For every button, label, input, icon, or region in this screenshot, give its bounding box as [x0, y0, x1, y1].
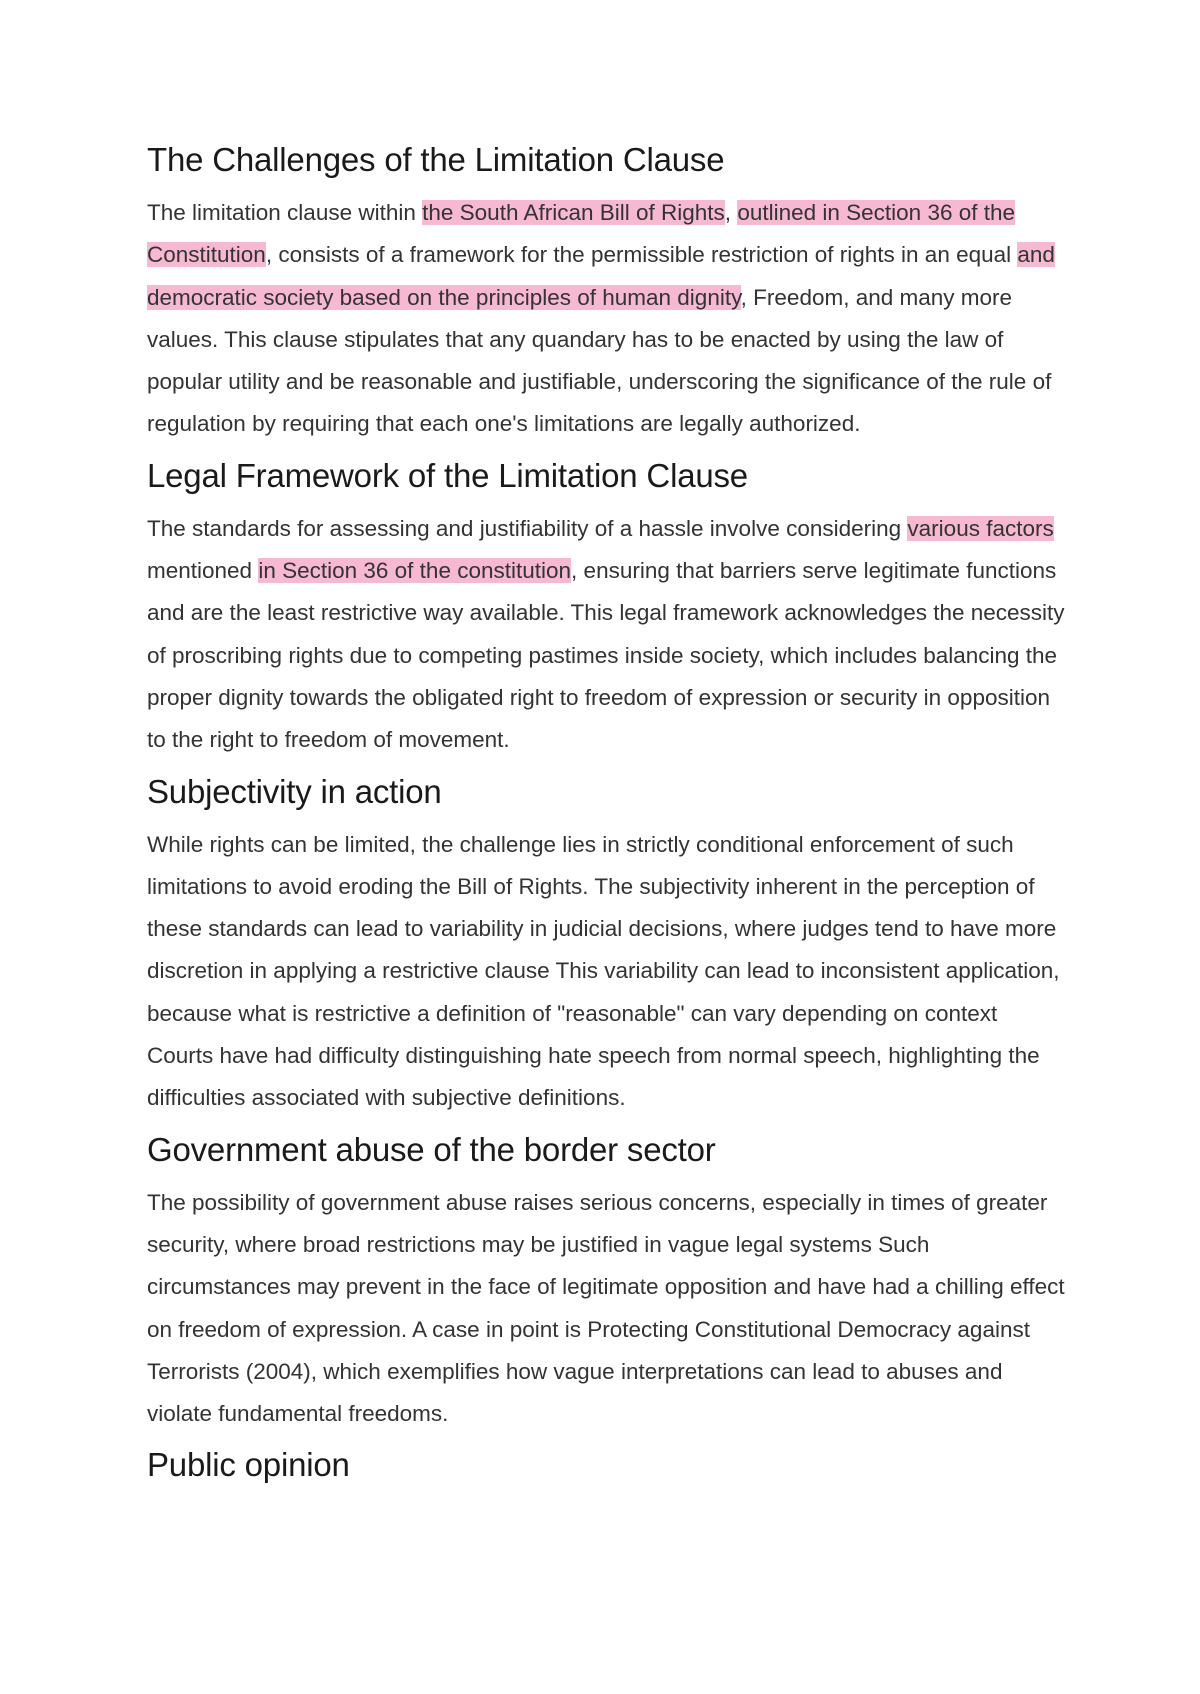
section-subjectivity	[147, 772, 1067, 1120]
section-heading: The Challenges of the Limitation Clause	[147, 141, 725, 178]
section-heading: Legal Framework of the Limitation Clause	[147, 456, 748, 494]
paragraph-text: While rights can be limited, the challenge lies in strictly conditional enforcement of such limitations to avoid eroding the Bill of Rights. The subjectivity inherent in the perception of these standards can lead to variability in judicial decisions, where judges tend to have more discretion in applying a restrictive clause This variability can lead to inconsistent application, because what is restrictive a definition of "reasonable" can vary depending on context Courts have had difficulty distinguishing hate speech from normal speech, highlighting the difficulties associated with subjective definitions.	[147, 831, 1060, 1111]
paragraph-text: The limitation clause within	[147, 200, 423, 225]
paragraph-text: , ensuring that barriers serve legitimate functions and are the least restrictive way available. This legal framework acknowledges the necessity of proscribing rights due to competing pastimes inside society, which includes balancing the proper dignity towards the obligated right to freedom of expression or security in opposition to the right to freedom of movement.	[147, 558, 1065, 753]
section-limitation-clause-challenges	[147, 140, 1067, 446]
section-heading: Subjectivity in action	[147, 772, 442, 810]
section-paragraph	[147, 508, 1067, 762]
section-government-abuse	[147, 1130, 1067, 1436]
highlighted-text: various factors	[907, 515, 1054, 541]
section-paragraph	[147, 192, 1067, 446]
section-paragraph	[147, 824, 1067, 1120]
highlighted-text: in Section 36 of the constitution	[258, 558, 572, 584]
section-legal-framework	[147, 456, 1067, 762]
paragraph-text: , Freedom, and many more values. This clause stipulates that any quandary has to be enacted by using the law of popular utility and be reasonable and justifiable, underscoring the significance of the rule of regulation by requiring that each one's limitations are legally authorized.	[147, 284, 1052, 437]
paragraph-text: mentioned	[147, 558, 259, 584]
highlighted-text: the South African Bill of Rights	[422, 200, 725, 225]
section-paragraph	[147, 1182, 1067, 1436]
section-public-opinion	[147, 1445, 1067, 1485]
highlighted-text: outlined in Section 36 of the Constitution	[147, 200, 1016, 268]
section-heading: Public opinion	[147, 1446, 350, 1484]
paragraph-text: The possibility of government abuse raises serious concerns, especially in times of greater security, where broad restrictions may be justified in vague legal systems Such circumstances may prevent in the face of legitimate opposition and have had a chilling effect on freedom of expression. A case in point is Protecting Constitutional Democracy against Terrorists (2004), which exemplifies how vague interpretations can lead to abuses and violate fundamental freedoms.	[147, 1189, 1065, 1427]
section-heading: Government abuse of the border sector	[147, 1130, 716, 1168]
paragraph-text: ,	[724, 200, 738, 225]
document-page	[147, 140, 1067, 1497]
paragraph-text: The standards for assessing and justifiability of a hassle involve considering	[147, 515, 908, 541]
paragraph-text: , consists of a framework for the permissible restriction of rights in an equal	[265, 242, 1018, 268]
highlighted-text: and democratic society based on the principles of human dignity	[147, 242, 1055, 310]
